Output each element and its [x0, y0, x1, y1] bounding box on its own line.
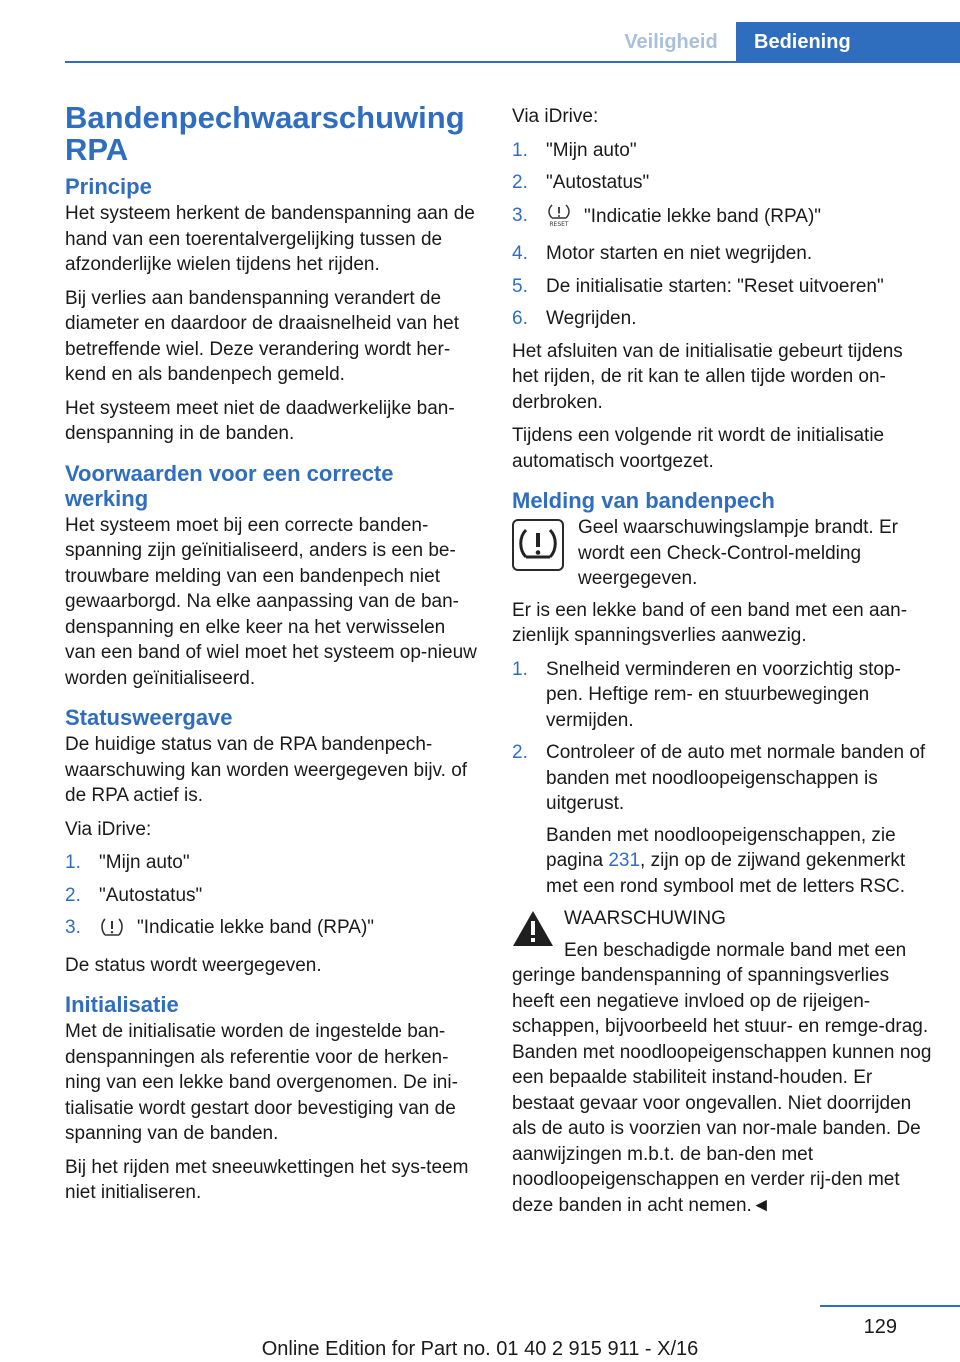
warning-block: [512, 906, 932, 932]
list-item: 4. Motor starten en niet wegrijden.: [512, 243, 813, 264]
heading-statusweergave: Statusweergave: [65, 705, 233, 730]
svg-text:RESET: RESET: [549, 220, 569, 227]
rsc-note: Banden met noodloopeigenschappen, zie pagina 231, zijn op de zijwand gekenmerkt met een rond symbool met de letters RSC.: [546, 824, 906, 897]
left-column: [65, 96, 480, 1214]
warning-triangle-icon: [512, 910, 554, 952]
tire-reset-icon: [546, 203, 572, 235]
list-item: 1. Snelheid verminderen en voorzichtig stop-pen. Heftige rem- en stuurbewegingen vermijden.: [512, 658, 901, 731]
right-p1: Het afsluiten van de initialisatie gebeurt tijdens het rijden, de rit kan te allen tijde worden on-derbroken.: [512, 340, 903, 413]
init-p1: Met de initialisatie worden de ingestelde ban-denspanningen als referentie voor de herken-ning van een lekke band overgenomen. De ini-tialisatie wordt gestart door bevestiging van de spanning van de banden.: [65, 1021, 458, 1144]
principe-p3: Het systeem meet niet de daadwerkelijke ban-denspanning in de banden.: [65, 397, 455, 444]
status-p1: De huidige status van de RPA bandenpech-waarschuwing kan worden weergegeven bijv. of de RPA actief is.: [65, 734, 468, 806]
list-item: 2. Controleer of de auto met normale banden of banden met noodloopeigenschappen is uitgerust. Banden met noodloopeigenschappen, zie pagina 231, zijn op de zijwand gekenmerkt met een rond symbool met de letters RSC.: [512, 740, 932, 899]
heading-melding: Melding van bandenpech: [512, 488, 775, 513]
heading-voorwaarden: Voorwaarden voor een correcte werking: [65, 460, 394, 511]
melding-steps: [512, 657, 932, 900]
edition-line: Online Edition for Part no. 01 40 2 915 911 - X/16: [261, 1338, 699, 1360]
tire-warning-lamp-icon: [512, 519, 564, 571]
list-item: 3. "Indicatie lekke band (RPA)": [65, 915, 480, 946]
list-item: 2. "Autostatus": [65, 884, 203, 906]
status-after: De status wordt weergegeven.: [65, 954, 322, 976]
footer-rule: [820, 1305, 960, 1307]
list-item: 3. RESET "Indicatie lekke band (RPA)": [512, 203, 932, 235]
list-item: 1. "Mijn auto": [512, 139, 637, 161]
page-title: Bandenpechwaarschuwing RPA: [65, 100, 465, 167]
heading-principe: Principe: [65, 174, 152, 199]
principe-p1: Het systeem herkent de bandenspanning aan de hand van een toerentalvergelijking tussen de afzonderlijke wielen tijdens het rijden.: [65, 203, 475, 275]
header-rule: [65, 61, 960, 63]
lamp-text: Geel waarschuwingslampje brandt. Er wordt een Check-Control-melding weergegeven.: [578, 517, 898, 589]
warning-lamp-row: [512, 515, 932, 592]
list-item: 1. "Mijn auto": [65, 852, 190, 873]
init-p2: Bij het rijden met sneeuwkettingen het sys-teem niet initialiseren.: [65, 1156, 469, 1203]
status-via: Via iDrive:: [65, 818, 152, 840]
tab-veiligheid[interactable]: Veiligheid: [624, 30, 718, 53]
tire-pressure-icon: [99, 916, 125, 946]
list-item: 6. Wegrijden.: [512, 308, 637, 329]
list-item: 5. De initialisatie starten: "Reset uitvoeren": [512, 275, 884, 297]
melding-p1: Er is een lekke band of een band met een aan-zienlijk spanningsverlies aanwezig.: [512, 599, 908, 646]
right-column: [512, 96, 932, 1226]
heading-initialisatie: Initialisatie: [65, 992, 179, 1017]
tab-bediening[interactable]: Bediening: [736, 22, 960, 62]
init-steps: [512, 138, 932, 332]
status-steps: [65, 850, 480, 946]
warning-title: WAARSCHUWING: [564, 908, 726, 929]
list-item: 2. "Autostatus": [512, 172, 650, 193]
right-via: Via iDrive:: [512, 106, 599, 127]
warning-text: Een beschadigde normale band met een geringe bandenspanning of spanningsverlies heeft een negatieve invloed op de rijeigen-schappen, bijvoorbeeld het stuur- en remge-drag. Banden met noodloopeigenschappen kunnen nog een bepaalde stabiliteit instand-houden. Er bestaat gevaar voor ongevallen. Niet doorrijden als de auto is voorzien van nor-male banden. De aanwijzingen m.b.t. de ban-den met noodloopeigenschappen en verder rij-den met deze banden in acht nemen.◄: [512, 939, 932, 1216]
principe-p2: Bij verlies aan bandenspanning verandert de diameter en daardoor de draaisnelheid van het betreffende wiel. Deze verandering wordt her-kend en als bandenpech gemeld.: [65, 287, 459, 385]
right-p2: Tijdens een volgende rit wordt de initialisatie automatisch voortgezet.: [512, 425, 885, 472]
page-link[interactable]: 231: [608, 850, 641, 871]
page-number: 129: [863, 1316, 897, 1338]
voorwaarden-p1: Het systeem moet bij een correcte banden-spanning zijn geïnitialiseerd, anders is een be-trouwbare melding van een bandenpech niet gewaarborgd. Na elke aanpassing van de ban-denspanning en elke keer na het verwisselen van een band of wiel moet het systeem op-nieuw worden geïnitialiseerd.: [65, 514, 477, 689]
